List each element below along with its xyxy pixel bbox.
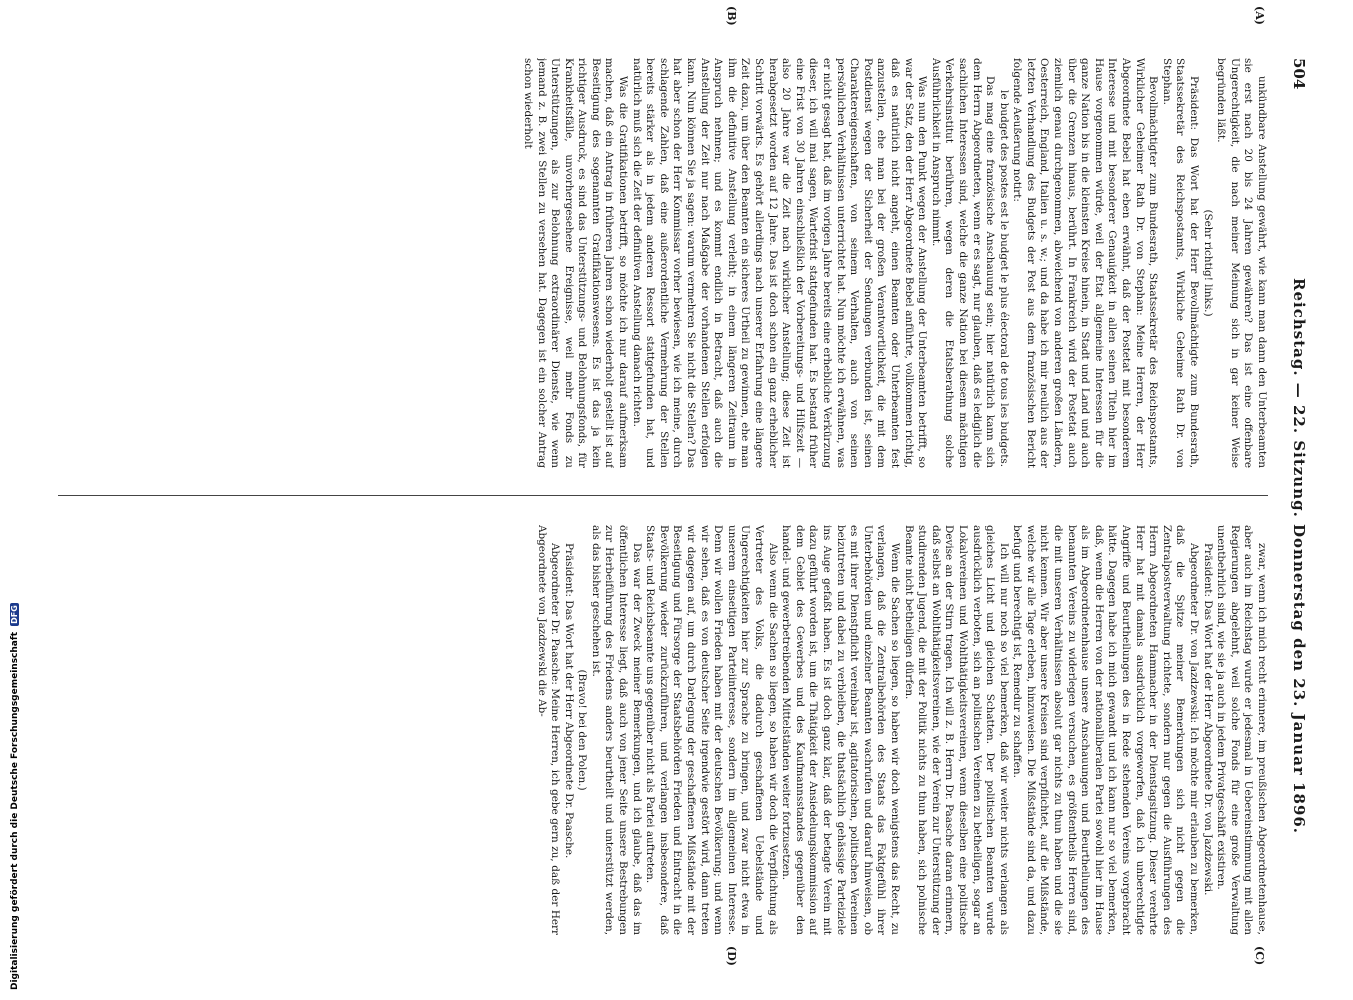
page-number: 504: [1290, 58, 1308, 90]
paragraph: Bevollmächtigter zum Bundesrath, Staatssekretär des Reichspostamts, Wirklicher Geheimer Rath Dr. von Stephan: Meine Herren, der Herr Abgeordnete Bebel hat eben erwähnt, daß der Postetat mit besonderem Interesse und mit besonderer Genauigkeit in allen seinen Titeln hier im Hause vorgenommen würde, weil der Etat allgemeine Interessen für die ganze Nation bis in die kleinsten Kreise hinein, in Stadt und Land und auch über die Grenzen hinaus, berührt. In Frankreich wird der Postetat auch ziemlich genau durchgenommen, abweichend von anderen großen Ländern, Oesterreich, England, Italien u. s. w.; und da habe ich mir neulich aus der letzten Verhandlung des Budgets der Post aus dem französischen Bericht folgende Aeußerung notirt:: [1011, 58, 1160, 468]
paragraph: Präsident: Das Wort hat der Herr Bevollmächtigte zum Bundesrath, Staatssekretär des Reichspostamts, Wirkliche Geheime Rath Dr. von Stephan.: [1160, 58, 1201, 468]
paragraph: Abgeordneter Dr. Paasche: Meine Herren, ich gebe gern zu, daß der Herr Abgeordnete von Jazdzewski die Ab-: [535, 525, 562, 935]
interjection: (Bravo! bei den Polen.): [576, 669, 589, 791]
rotated-page: [53, 0, 1353, 1000]
digitization-note: [0, 0, 20, 1000]
paragraph: Präsident: Das Wort hat der Herr Abgeordnete Dr. von Jazdzewski.: [1201, 543, 1214, 896]
right-column: [58, 525, 1268, 935]
paragraph: Das war der Zweck meiner Bemerkungen, und ich glaube, daß das im öffentlichen Interesse liegt, daß auch von jener Seite unsere Bestrebungen zur Herbeiführung des Friedens anders beurtheilt und unterstützt werden, als das bisher geschehen ist.: [589, 525, 643, 935]
interjection: (Sehr richtig! links.): [1201, 209, 1214, 317]
paragraph: Ich will nur noch so viel bemerken, daß wir weiter nichts verlangen als gleiches Licht und gleichen Schatten. Der politischen Beamten wurde ausdrücklich verboten, sich an politischen Vereinen zu betheiligen, sogar an Lokalvereinen und Wohlthätigkeitsvereinen, wenn dieselben eine politische Devise an der Stirn tragen. Ich will z. B. Herrn Dr. Paasche daran erinnern, daß selbst an Wohlthätigkeitsvereinen, wie der Verein zur Unterstützung der studirenden Jugend, die mit der Politik nichts zu thun haben, sich polnische Beamte nicht betheiligen dürfen.: [902, 525, 1010, 935]
paragraph: Präsident: Das Wort hat der Herr Abgeordnete Dr. Paasche.: [562, 543, 575, 859]
paragraph: Was die Gratifikationen betrifft, so möchte ich nur darauf aufmerksam machen, daß ein Antrag in früheren Jahren schon wiederholt gestellt ist auf Beseitigung des sogenannten Gratifikationswesens. Es ist das ja kein richtiger Ausdruck, es sind das Unterstützungs- und Belohnungsfonds, für Krankheitsfälle, unvorhergesehene Ereignisse, weil mehr Fonds zu Unterstützungen, als zur Belohnung extraordinärer Dienste, wie wenn jemand z. B. zwei Stellen zu versehen hat. Dagegen ist ein solcher Antrag schon wiederholt: [521, 58, 630, 468]
digitization-note-text: [10, 603, 20, 990]
paragraph: unkündbare Anstellung gewährt, wie kann man dann den Unterbeamten sie erst nach 20 bis 24 Jahren gewähren? Das ist eine offenbare Ungerechtigkeit, die nach meiner Meinung sich in gar keiner Weise begründen läßt.: [1215, 58, 1268, 468]
margin-marker-c: (C): [1253, 946, 1266, 966]
quote: le budget des postes est le budget le plus électoral de tous les budgets.: [997, 90, 1010, 468]
margin-marker-a: (A): [1253, 6, 1266, 25]
margin-marker-d: (D): [725, 946, 738, 966]
page-header: [1284, 58, 1308, 942]
digitization-note-label: Digitalisierung gefördert durch die Deutsche Forschungsgemeinschaft: [10, 631, 20, 990]
paragraph: Abgeordneter Dr. von Jazdzewski: Ich möchte mir erlauben zu bemerken, daß die Spitze meiner Bemerkungen sich nicht gegen die Zentralpostverwaltung richtete, sondern nur gegen die Ausführungen des Herrn Abgeordneten Hammacher in der Dienstagsitzung. Dieser verehrte Herr hat mit damals ausdrücklich vorgeworfen, daß ich unberechtigte Angriffe und Beurtheilungen des in Rede stehenden Vereins vorgebracht hätte. Dagegen habe ich mich gewandt und ich kann nur so viel bemerken, daß, wenn die Herren von der nationalliberalen Partei sowohl hier im Hause als im Abgeordnetenhause unsere Anschauungen und Beurtheilungen des benannten Vereins zu widerlegen versuchen, es größtentheils Herren sind, die mit unseren Verhältnissen absolut gar nichts zu thun haben und die sie nicht kennen. Wir aber unsere Kreisen sind verpflichtet, auf die Mißstände, welche wir alle Tage erleben, hinzuweisen. Die Mißstände sind da, und dazu befugt und berechtigt ist, Remedur zu schaffen.: [1011, 525, 1201, 935]
paragraph: Was nun den Punkt wegen der Anstellung der Unterbeamten betrifft, so war der Satz, den der Herr Abgeordnete Bebel anführte, vollkommen richtig, daß es natürlich nicht angeht, einen Beamten oder Unterbeamten fest anzustellen, ehe man bei der großen Verantwortlichkeit, die mit dem Postdienst wegen der Sicherheit der Sendungen verbunden ist, seinen Charaktereigenschaften, von seinem Verhalten, auch von seinen persönlichen Verhältnissen unterrichtet hat. Nun möchte ich erwähnen, was er nicht gesagt hat, daß im vorigen Jahre bereits eine erhebliche Verkürzung dieser, ich will mal sagen, Wartefrist stattgefunden hat. Es bestand früher eine Frist von 30 Jahren einschließlich der Vorbereitungs- und Hilfszeit — also 20 Jahre war die Zeit nach wirklicher Anstellung; diese Zeit ist herabgesetzt worden auf 12 Jahre. Das ist doch schon ein ganz erheblicher Schritt vorwärts. Es gehört allerdings nach unserer Erfahrung eine längere Zeit dazu, um über den Beamten ein sicheres Urtheil zu gewinnen, ehe man ihm die definitive Anstellung verleiht; in einem längeren Zeitraum in Anspruch nehmen; und es kommt endlich in Betracht, daß auch die Anstellung der Zeit nur nach Maßgabe der vorhandenen Stellen erfolgen kann. Nun können Sie ja sagen: warum vermehren Sie nicht die Stellen? Das hat aber schon der Herr Kommissar vorher bewiesen, wie ich meine, durch schlagende Zahlen, daß eine außerordentliche Vermehrung der Stellen bereits stärker als in jedem anderen Ressort stattgefunden hat, und natürlich muß sich die Zeit der definitiven Anstellung danach richten.: [630, 58, 929, 468]
column-divider: [58, 495, 1268, 496]
paragraph: Das mag eine französische Anschauung sein; hier natürlich kann sich dem Herrn Abgeordneten, wenn er es sagt, nur glauben, daß es lediglich die sachlichen Interessen sind, welche die ganze Nation bei diesem mächtigen Verkehrsinstitut berühren, wegen deren die Etatsberathung solche Ausführlichkeit in Anspruch nimmt.: [929, 58, 997, 468]
paragraph: zwar, wenn ich mich recht erinnere, im preußischen Abgeordnetenhause, aber auch im Reichstag wurde er jedesmal in Uebereinstimmung mit allen Regierungen abgelehnt, weil solche Fonds für eine große Verwaltung unentbehrlich sind, wie sie ja auch in jedem Privatgeschäft existiren.: [1215, 525, 1268, 935]
dfg-logo-icon: DFG: [10, 605, 19, 624]
paragraph: Wenn die Sachen so liegen, so haben wir doch wenigstens das Recht, zu verlangen, daß die Zentralbehörden des Staats das Faktgefühl ihrer Unterbehörden und einzelner Beamten wachrufen und darauf hinweisen, ob es mit ihrer Dienstpflicht vereinbar ist, agitatorischen, politischen Vereinen beizutreten und dabei zu verbleiben, die thatsächlich gehässige Parteiziele ins Auge gefaßt haben. Es ist doch ganz klar, daß der betagte Verein mit dazu geführt worden ist, um die Thätigkeit der Ansiedelungskommission auf dem Gebiet des Gewerbes und des Kaufmannsstandes gegenüber den handel- und gewerbetreibenden Mittelständen weiter fortzusetzen.: [780, 525, 901, 935]
margin-marker-b: (B): [725, 6, 738, 26]
paragraph: Also wenn die Sachen so liegen, so haben wir doch die Verpflichtung als Vertreter des Volks, die dadurch geschaffenen Uebelstände und Ungerechtigkeiten hier zur Sprache zu bringen, und zwar nicht etwa in unserem einseitigen Parteiinteresse, sondern im allgemeinen Interesse. Denn wir wollen Frieden haben mit der deutschen Bevölkerung; und wenn wir sehen, daß es von deutscher Seite irgendwie gestört wird, dann treten wir dagegen auf, um durch Darlegung der geschaffenen Mißstände mit der Beseitigung und Fürsorge der Staatsbehörden Frieden und Eintracht in die Bevölkerung wieder zurückzuführen, und verlangen insbesondere, daß Staats- und Reichsbeamte uns gegenüber nicht als Partei auftreten.: [644, 525, 779, 935]
left-column: [58, 58, 1268, 468]
page-title: Reichstag. — 22. Sitzung. Donnerstag den 23. Januar 1896.: [1290, 278, 1308, 835]
